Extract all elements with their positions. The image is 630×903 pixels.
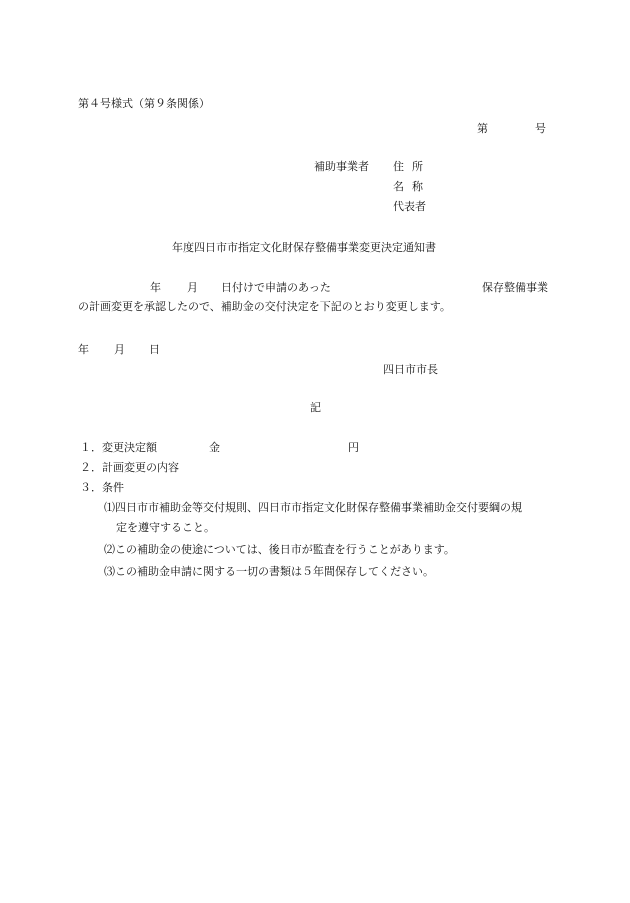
document-number-prefix: 第 bbox=[477, 122, 488, 135]
item-1-amount-prefix: 金 bbox=[209, 441, 220, 454]
ki-heading: 記 bbox=[310, 401, 321, 414]
document-number-suffix: 号 bbox=[535, 122, 546, 135]
body-line-2: の計画変更を承認したので、補助金の交付決定を下記のとおり変更します。 bbox=[78, 300, 451, 313]
representative-label: 代表者 bbox=[393, 200, 426, 213]
condition-1-line-1: ⑴四日市市補助金等交付規則、四日市市指定文化財保存整備事業補助金交付要綱の規 bbox=[104, 501, 522, 514]
body-application-date: 日付けで申請のあった bbox=[221, 281, 331, 294]
condition-3: ⑶この補助金申請に関する一切の書類は５年間保存してください。 bbox=[104, 565, 434, 578]
item-3-label: ３．条件 bbox=[80, 481, 124, 494]
form-number: 第４号様式（第９条関係） bbox=[78, 97, 210, 110]
body-project-name: 保存整備事業 bbox=[482, 281, 548, 294]
date-year: 年 bbox=[78, 343, 89, 356]
body-year: 年 bbox=[150, 281, 161, 294]
name-label: 名称 bbox=[393, 180, 431, 193]
item-2-label: ２．計画変更の内容 bbox=[80, 461, 179, 474]
applicant-label: 補助事業者 bbox=[314, 160, 369, 173]
item-1-currency: 円 bbox=[348, 441, 359, 454]
date-month: 月 bbox=[114, 343, 125, 356]
issuer-name: 四日市市長 bbox=[383, 363, 438, 376]
item-1-label: １．変更決定額 bbox=[80, 441, 157, 454]
address-label: 住所 bbox=[393, 160, 431, 173]
body-month: 月 bbox=[187, 281, 198, 294]
condition-1-line-2: 定を遵守すること。 bbox=[116, 521, 215, 534]
document-title: 年度四日市市指定文化財保存整備事業変更決定通知書 bbox=[172, 241, 436, 254]
date-day: 日 bbox=[149, 343, 160, 356]
condition-2: ⑵この補助金の使途については、後日市が監査を行うことがあります。 bbox=[104, 543, 455, 556]
